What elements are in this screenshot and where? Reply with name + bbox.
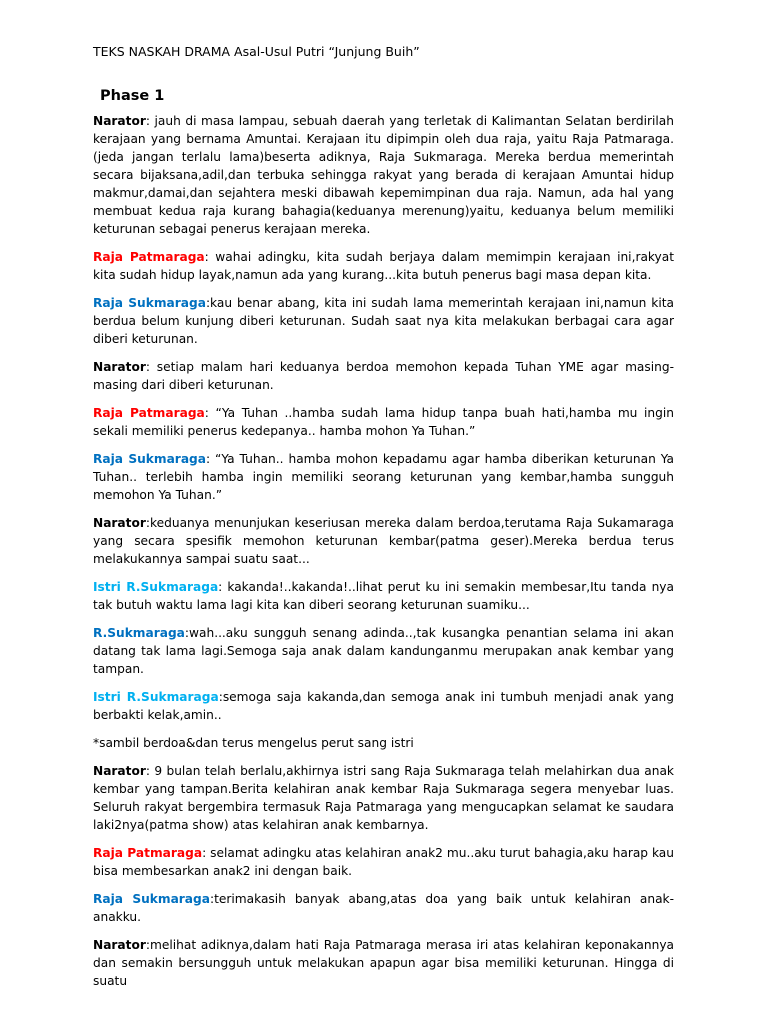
- speaker-name: Narator: [93, 360, 146, 374]
- dialogue-text: : “Ya Tuhan.. hamba mohon kepadamu agar hamba diberikan keturunan Ya Tuhan.. terlebih hamba ingin memiliki seorang keturunan yang kembar,hamba sungguh memohon Ya Tuhan.”: [93, 452, 674, 502]
- dialogue-paragraph: [93, 762, 674, 834]
- speaker-name: R.Sukmaraga: [93, 626, 185, 640]
- dialogue-paragraph: [93, 624, 674, 678]
- dialogue-paragraph: [93, 294, 674, 348]
- dialogue-paragraph: [93, 404, 674, 440]
- speaker-name: Raja Patmaraga: [93, 250, 205, 264]
- dialogue-text: : jauh di masa lampau, sebuah daerah yang terletak di Kalimantan Selatan berdirilah kerajaan yang bernama Amuntai. Kerajaan itu dipimpin oleh dua raja, yaitu Raja Patmaraga.(jeda jangan terlalu lama)beserta adiknya, Raja Sukmaraga. Mereka berdua memerintah secara bijaksana,adil,dan terbuka sehingga rakyat yang berada di kerajaan Amuntai hidup makmur,damai,dan sejahtera meski dibawah kepemimpinan dua raja. Namun, ada hal yang membuat kedua raja kurang bahagia(keduanya merenung)yaitu, keduanya belum memiliki keturunan sebagai penerus kerajaan mereka.: [93, 114, 674, 236]
- dialogue-paragraph: [93, 936, 674, 990]
- speaker-name: Raja Patmaraga: [93, 846, 203, 860]
- dialogue-text: : wahai adingku, kita sudah berjaya dalam memimpin kerajaan ini,rakyat kita sudah hidup layak,namun ada yang kurang...kita butuh penerus bagi masa depan kita.: [93, 250, 675, 282]
- dialogue-text: :melihat adiknya,dalam hati Raja Patmaraga merasa iri atas kelahiran keponakannya dan semakin bersungguh untuk melakukan apapun agar bisa memiliki keturunan. Hingga di suatu: [93, 938, 674, 988]
- speaker-name: Narator: [93, 938, 146, 952]
- dialogue-text: *sambil berdoa&dan terus mengelus perut sang istri: [93, 736, 414, 750]
- dialogue-paragraph: [93, 358, 674, 394]
- dialogue-text: : selamat adingku atas kelahiran anak2 mu..aku turut bahagia,aku harap kau bisa membesarkan anak2 ini dengan baik.: [93, 846, 675, 878]
- speaker-name: Istri R.Sukmaraga: [93, 580, 219, 594]
- dialogue-text: : kakanda!..kakanda!..lihat perut ku ini semakin membesar,Itu tanda nya tak butuh waktu lama lagi kita kan diberi seorang keturunan suamiku...: [93, 580, 674, 612]
- speaker-name: Narator: [93, 516, 146, 530]
- dialogue-paragraph: [93, 688, 674, 724]
- script-body: [93, 112, 674, 1000]
- dialogue-text: :wah...aku sungguh senang adinda..,tak kusangka penantian selama ini akan datang tak lama lagi.Semoga saja anak dalam kandunganmu merupakan anak kembar yang tampan.: [93, 626, 674, 676]
- speaker-name: Istri R.Sukmaraga: [93, 690, 219, 704]
- speaker-name: Raja Sukmaraga: [93, 892, 210, 906]
- dialogue-paragraph: [93, 578, 674, 614]
- dialogue-paragraph: [93, 450, 674, 504]
- stage-direction: [93, 734, 674, 752]
- dialogue-paragraph: [93, 890, 674, 926]
- document-header: TEKS NASKAH DRAMA Asal-Usul Putri “Junjung Buih”: [93, 44, 420, 59]
- dialogue-text: : setiap malam hari keduanya berdoa memohon kepada Tuhan YME agar masing-masing dari diberi keturunan.: [93, 360, 674, 392]
- phase-title: Phase 1: [100, 88, 165, 104]
- dialogue-text: :semoga saja kakanda,dan semoga anak ini tumbuh menjadi anak yang berbakti kelak,amin..: [93, 690, 674, 722]
- speaker-name: Narator: [93, 114, 146, 128]
- dialogue-paragraph: [93, 112, 674, 238]
- dialogue-paragraph: [93, 248, 674, 284]
- speaker-name: Raja Sukmaraga: [93, 296, 206, 310]
- dialogue-text: :keduanya menunjukan keseriusan mereka dalam berdoa,terutama Raja Sukamaraga yang secara spesifik memohon keturunan kembar(patma geser).Mereka berdua terus melakukannya sampai suatu saat...: [93, 516, 674, 566]
- dialogue-text: :kau benar abang, kita ini sudah lama memerintah kerajaan ini,namun kita berdua belum kunjung diberi keturunan. Sudah saat nya kita melakukan berbagai cara agar diberi keturunan.: [93, 296, 674, 346]
- dialogue-text: : 9 bulan telah berlalu,akhirnya istri sang Raja Sukmaraga telah melahirkan dua anak kembar yang tampan.Berita kelahiran anak kembar Raja Sukmaraga segera menyebar luas. Seluruh rakyat bergembira termasuk Raja Patmaraga yang mengucapkan selamat ke saudara laki2nya(patma show) atas kelahiran anak kembarnya.: [93, 764, 674, 832]
- dialogue-text: : “Ya Tuhan ..hamba sudah lama hidup tanpa buah hati,hamba mu ingin sekali memiliki penerus kedepanya.. hamba mohon Ya Tuhan.”: [93, 406, 674, 438]
- dialogue-paragraph: [93, 514, 674, 568]
- speaker-name: Narator: [93, 764, 146, 778]
- dialogue-paragraph: [93, 844, 674, 880]
- dialogue-text: :terimakasih banyak abang,atas doa yang baik untuk kelahiran anak- anakku.: [93, 892, 674, 924]
- speaker-name: Raja Sukmaraga: [93, 452, 206, 466]
- speaker-name: Raja Patmaraga: [93, 406, 205, 420]
